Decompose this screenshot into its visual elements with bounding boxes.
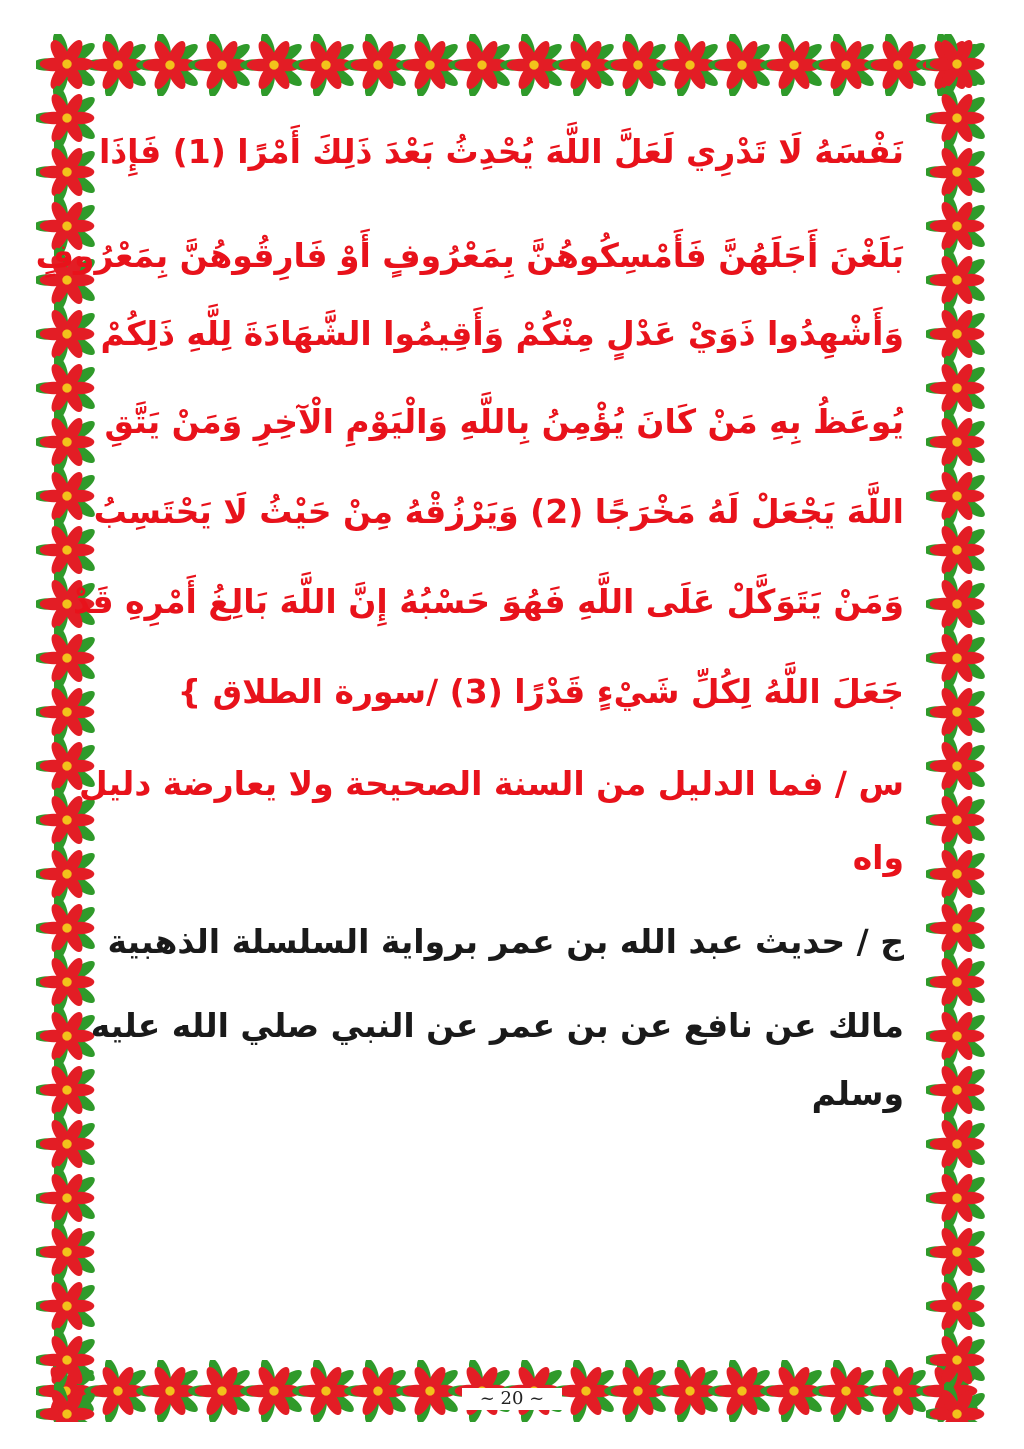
poinsettia-flower-icon: [926, 516, 988, 584]
poinsettia-flower-icon: [36, 1056, 98, 1124]
verse-line-3: وَأَشْهِدُوا ذَوَيْ عَدْلٍ مِنْكُمْ وَأَقِيمُوا الشَّهَادَةَ لِلَّهِ ذَلِكُمْ: [100, 314, 904, 353]
poinsettia-flower-icon: [36, 840, 98, 908]
poinsettia-flower-icon: [36, 1164, 98, 1232]
verse-line-7: جَعَلَ اللَّهُ لِكُلِّ شَيْءٍ قَدْرًا (3) /سورة الطلاق }: [177, 672, 904, 711]
poinsettia-flower-icon: [926, 678, 988, 746]
poinsettia-flower-icon: [926, 894, 988, 962]
poinsettia-flower-icon: [36, 1002, 98, 1070]
poinsettia-flower-icon: [926, 246, 988, 314]
poinsettia-flower-icon: [36, 1272, 98, 1340]
poinsettia-flower-icon: [926, 462, 988, 530]
poinsettia-flower-icon: [36, 516, 98, 584]
verse-line-5: اللَّهَ يَجْعَلْ لَهُ مَخْرَجًا (2) وَيَرْزُقْهُ مِنْ حَيْثُ لَا يَحْتَسِبُ: [93, 492, 904, 531]
poinsettia-flower-icon: [36, 300, 98, 368]
page-number: ~ 20 ~: [462, 1388, 562, 1410]
poinsettia-flower-icon: [36, 1218, 98, 1286]
poinsettia-flower-icon: [926, 732, 988, 800]
poinsettia-flower-icon: [36, 624, 98, 692]
verse-line-1: نَفْسَهُ لَا تَدْرِي لَعَلَّ اللَّهَ يُحْدِثُ بَعْدَ ذَلِكَ أَمْرًا (1) فَإِذَا: [98, 132, 904, 171]
poinsettia-flower-icon: [926, 1002, 988, 1070]
answer-line-3: وسلم: [811, 1074, 904, 1113]
text-body: [35, 118, 904, 1114]
verse-line-4: يُوعَظُ بِهِ مَنْ كَانَ يُؤْمِنُ بِاللَّهِ وَالْيَوْمِ الْآخِرِ وَمَنْ يَتَّقِ: [104, 402, 904, 441]
verse-line-2: بَلَغْنَ أَجَلَهُنَّ فَأَمْسِكُوهُنَّ بِمَعْرُوفٍ أَوْ فَارِقُوهُنَّ بِمَعْرُوفٍ: [35, 236, 904, 275]
poinsettia-border-right: [926, 34, 988, 1422]
poinsettia-flower-icon: [36, 1326, 98, 1394]
poinsettia-flower-icon: [36, 408, 98, 476]
poinsettia-flower-icon: [926, 192, 988, 260]
poinsettia-flower-icon: [926, 840, 988, 908]
poinsettia-flower-icon: [36, 138, 98, 206]
poinsettia-flower-icon: [926, 948, 988, 1016]
question-line-1: س / فما الدليل من السنة الصحيحة ولا يعارضة دليل: [79, 764, 904, 803]
poinsettia-flower-icon: [926, 1380, 988, 1422]
question-line-2: واه: [852, 838, 904, 877]
poinsettia-flower-icon: [926, 1272, 988, 1340]
poinsettia-flower-icon: [926, 34, 988, 98]
poinsettia-flower-icon: [36, 462, 98, 530]
poinsettia-flower-icon: [926, 1056, 988, 1124]
poinsettia-flower-icon: [926, 138, 988, 206]
poinsettia-flower-icon: [36, 894, 98, 962]
poinsettia-flower-icon: [926, 1110, 988, 1178]
poinsettia-flower-icon: [926, 1326, 988, 1394]
poinsettia-flower-icon: [926, 84, 988, 152]
poinsettia-flower-icon: [926, 408, 988, 476]
poinsettia-flower-icon: [36, 1110, 98, 1178]
poinsettia-flower-icon: [926, 624, 988, 692]
poinsettia-flower-icon: [926, 1164, 988, 1232]
answer-line-1: ج / حديث عبد الله بن عمر برواية السلسلة الذهبية: [107, 922, 904, 961]
poinsettia-flower-icon: [36, 84, 98, 152]
poinsettia-flower-icon: [926, 570, 988, 638]
poinsettia-flower-icon: [926, 1218, 988, 1286]
poinsettia-flower-icon: [36, 34, 98, 98]
poinsettia-border-top: [36, 34, 988, 96]
poinsettia-flower-icon: [926, 786, 988, 854]
poinsettia-flower-icon: [926, 354, 988, 422]
answer-line-2: مالك عن نافع عن بن عمر عن النبي صلي الله عليه: [90, 1006, 904, 1045]
poinsettia-flower-icon: [36, 948, 98, 1016]
verse-line-6: وَمَنْ يَتَوَكَّلْ عَلَى اللَّهِ فَهُوَ حَسْبُهُ إِنَّ اللَّهَ بَالِغُ أَمْرِهِ قَدْ: [72, 582, 904, 621]
poinsettia-flower-icon: [36, 678, 98, 746]
poinsettia-flower-icon: [36, 1380, 98, 1422]
poinsettia-flower-icon: [36, 354, 98, 422]
poinsettia-flower-icon: [926, 300, 988, 368]
